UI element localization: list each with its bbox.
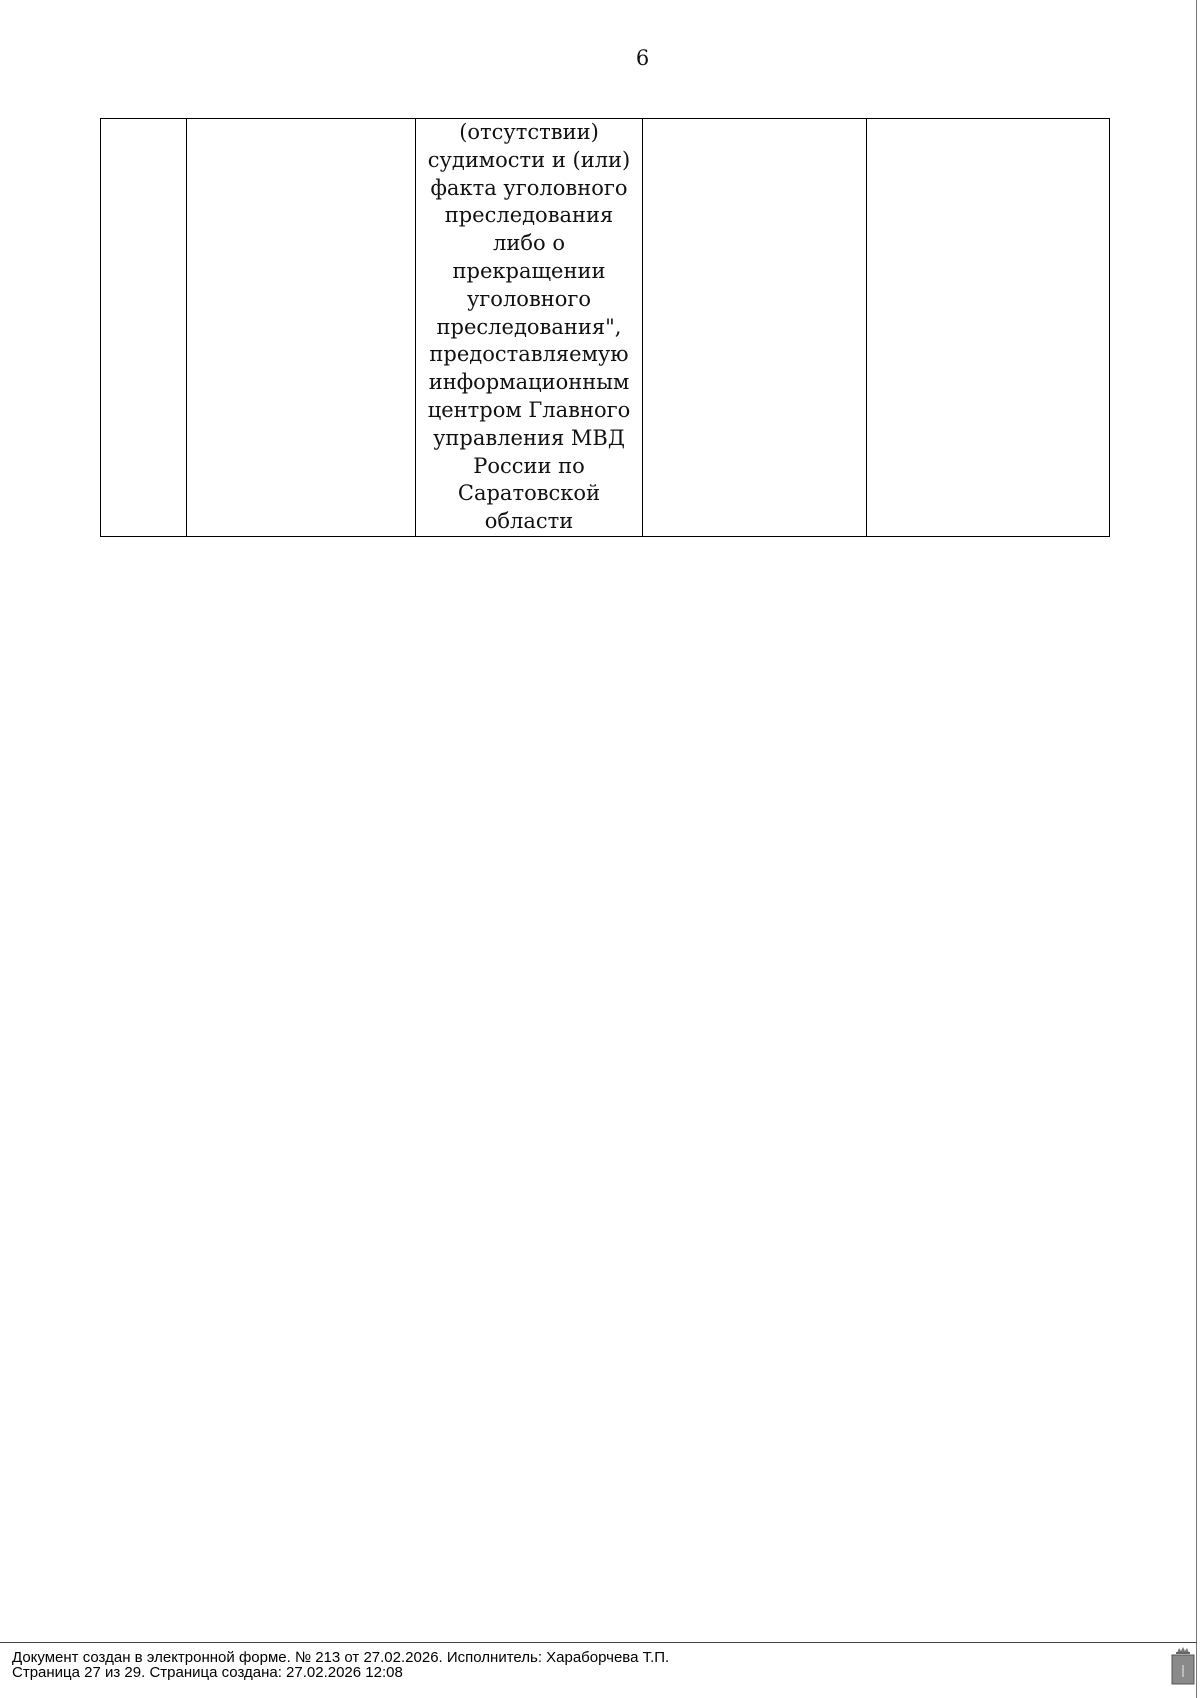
- cell-3-text: [416, 119, 642, 536]
- table-cell-5: [867, 119, 1110, 537]
- footer-document-info: Документ создан в электронной форме. № 213 от 27.02.2026. Исполнитель: Хараборчева Т.П.: [12, 1649, 670, 1666]
- table-cell-4: [643, 119, 867, 537]
- cell-text-line: Саратовской: [457, 481, 601, 506]
- cell-text-line: прекращении: [452, 258, 606, 283]
- cell-text-line: управления МВД: [433, 425, 625, 450]
- footer: [12, 1650, 669, 1680]
- table-cell-2: [187, 119, 416, 537]
- cell-text-line: либо о: [493, 231, 565, 256]
- emblem-icon: [1171, 1645, 1195, 1685]
- cell-text-line: России по: [473, 453, 585, 478]
- cell-text-line: судимости и (или): [427, 147, 631, 172]
- cell-text-line: факта уголовного: [430, 175, 628, 200]
- table-cell-3: [416, 119, 643, 537]
- page-edge-line: [1196, 0, 1197, 1698]
- footer-page-info: Страница 27 из 29. Страница создана: 27.02.2026 12:08: [12, 1664, 403, 1681]
- cell-text-line: (отсутствии): [459, 120, 599, 144]
- cell-text-line: информационным: [428, 370, 630, 395]
- table-row: [101, 119, 1110, 537]
- cell-text-line: предоставляемую: [429, 342, 629, 367]
- document-table: [100, 118, 1110, 537]
- cell-text-line: центром Главного: [427, 397, 631, 422]
- footer-divider: [0, 1642, 1197, 1643]
- cell-text-line: преследования: [444, 203, 614, 228]
- cell-text-line: преследования",: [436, 314, 622, 339]
- page-number: 6: [635, 46, 650, 70]
- cell-text-line: области: [484, 509, 574, 534]
- table-cell-1: [101, 119, 187, 537]
- cell-text-line: уголовного: [466, 286, 592, 311]
